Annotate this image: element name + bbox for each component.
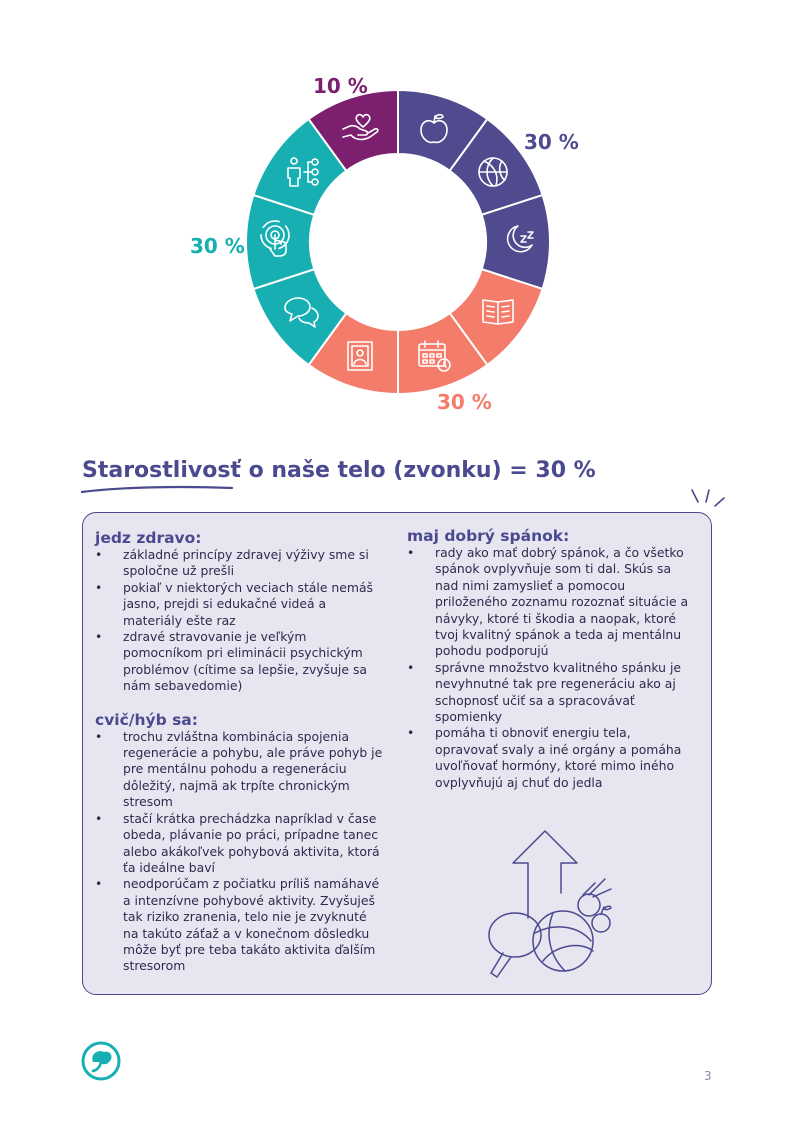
list-item: • neodporúčam z počiatku príliš namáhavé a intenzívne pohybové aktivity. Zvyšuješ tak riziko zranenia, telo nie je zvyknuté na takúto záťaž a v konečnom dôsledku môže byť pre teba takáto aktivita ďalším stresorom [95,876,385,974]
sleep-list [407,545,693,791]
section-title-eat-healthy: jedz zdravo: [95,529,202,547]
percent-label-top: 10 % [313,74,368,98]
list-item: • základné princípy zdravej výživy sme si spoločne už prešli [95,547,385,580]
heading-rest: o naše telo (zvonku) = 30 % [240,458,596,483]
section-title-exercise: cvič/hýb sa: [95,710,198,729]
percent-label-left: 30 % [190,234,245,258]
list-item: • rady ako mať dobrý spánok, a čo všetko spánok ovplyvňuje som ti dal. Skús sa nad nimi zamyslieť a pomocou priloženého zoznamu rozoznať situácie a návyky, ktoré ti škodia a naopak, ktoré tvoj kvalitný spánok a teda aj mentálnu pohodu podporujú [407,545,693,660]
heading-underlined-word: Starostlivosť [82,458,241,483]
list-item: • trochu zvláštna kombinácia spojenia regenerácie a pohybu, ale práve pohyb je pre mentálnu pohodu a regeneráciu dôležitý, najmä ak trpíte chronickým stresom [95,729,385,811]
percent-label-top-right: 30 % [524,130,579,154]
exercise-list [95,729,385,975]
sparkle-lines-icon [672,486,732,512]
eat-healthy-list [95,547,385,695]
list-item: • pomáha ti obnoviť energiu tela, opravovať svaly a iné orgány a pomáha uvoľňovať hormóny, ktoré mimo iného ovplyvňujú aj chuť do jedla [407,725,693,791]
sport-food-illustration-icon [483,823,623,983]
section-title-sleep: maj dobrý spánok: [407,527,570,545]
list-item: • stačí krátka prechádzka napríklad v čase obeda, plávanie po práci, prípadne tanec alebo akákoľvek pohybová aktivita, ktorá ťa ideálne baví [95,811,385,877]
donut-chart [0,0,796,430]
page-number: 3 [704,1069,712,1083]
left-column [95,529,385,975]
heading-underline-icon [80,478,240,498]
list-item: • zdravé stravovanie je veľkým pomocníkom pri eliminácii psychickým problémov (cítime sa lepšie, zvyšuje sa nám sebavedomie) [95,629,385,695]
right-column [407,527,693,791]
percent-label-bottom: 30 % [437,390,492,414]
portrait-frame-icon [348,342,372,370]
list-item: • správne množstvo kvalitného spánku je nevyhnutné tak pre regeneráciu ako aj schopnosť učiť sa a spracovávať spomienky [407,660,693,726]
brand-logo-icon [80,1040,122,1082]
list-item: • pokiaľ v niektorých veciach stále nemáš jasno, prejdi si edukačné videá a materiály ešte raz [95,580,385,629]
info-card [82,512,712,995]
